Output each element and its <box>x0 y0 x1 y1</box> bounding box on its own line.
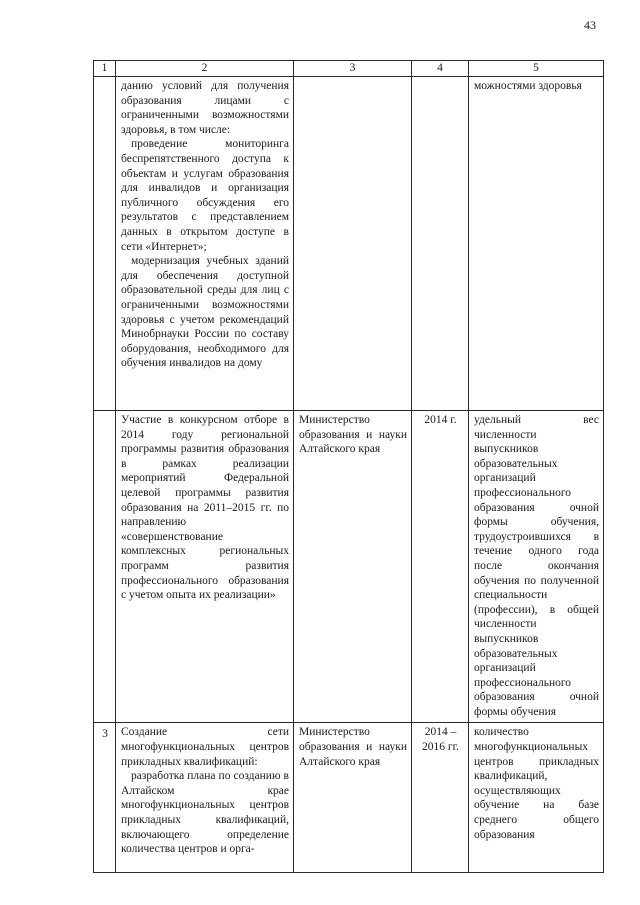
activity-cell <box>116 77 294 411</box>
activity-text: модернизация учебных зданий для обеспечения доступной образовательной среды для лиц с ограниченными возможностями здоровья с учетом рекомендаций Минобрнауки России по составу оборудования, необходимого для обучения инвалидов на дому <box>121 255 289 370</box>
table-header-row <box>94 61 604 77</box>
responsible-cell: Министерство образования и науки Алтайского края <box>294 723 412 873</box>
indicator-cell: можностями здоровья <box>469 77 604 411</box>
header-cell-1: 1 <box>94 61 116 77</box>
table-row <box>94 77 604 411</box>
indicator-cell: количество многофункциональных центров прикладных квалификаций, осуществляющих обучение на базе среднего общего образования <box>469 723 604 873</box>
page-number: 43 <box>584 18 596 32</box>
activity-text: Участие в конкурсном отборе в 2014 году региональной программы развития образования в рамках реализации мероприятий Федеральной целевой программы развития образования на 2011–2015 гг. по направлению «совершенствование комплексных региональных программ развития профессионального образования с учетом опыта их реализации» <box>121 414 289 602</box>
activity-text: Создание сети многофункциональных центров прикладных квалификаций: <box>121 726 289 768</box>
indicator-cell: удельный вес численности выпускников образовательных организаций профессионального образования очной формы обучения, трудоустроившихся в течение одного года после окончания обучения по полученной специальности (профессии), в общей численности выпускников образовательных организаций профессионального образования очной формы обучения <box>469 411 604 723</box>
header-cell-3: 3 <box>294 61 412 77</box>
activity-cell <box>116 411 294 723</box>
header-cell-4: 4 <box>412 61 469 77</box>
activity-text: разработка плана по созданию в Алтайском крае многофункциональных центров прикладных квалификаций, включающего определение количества центров и орга- <box>121 770 289 856</box>
activity-text: данию условий для получения образования лицами с ограниченными возможностями здоровья, в том числе: <box>121 80 289 136</box>
header-cell-5: 5 <box>469 61 604 77</box>
period-cell: 2014 г. <box>412 411 469 723</box>
activity-cell <box>116 723 294 873</box>
period-cell: 2014 – 2016 гг. <box>412 723 469 873</box>
document-table <box>93 60 604 873</box>
row-number-cell: 3 <box>94 723 116 873</box>
row-number-cell <box>94 411 116 723</box>
responsible-cell <box>294 77 412 411</box>
period-cell <box>412 77 469 411</box>
header-cell-2: 2 <box>116 61 294 77</box>
activity-text: проведение мониторинга беспрепятственного доступа к объектам и услугам образования для инвалидов и организация публичного обсуждения его результатов с представлением данных в открытом доступе в сети «Интернет»; <box>121 138 289 253</box>
row-number-cell <box>94 77 116 411</box>
table-row <box>94 411 604 723</box>
responsible-cell: Министерство образования и науки Алтайского края <box>294 411 412 723</box>
table-row <box>94 723 604 873</box>
